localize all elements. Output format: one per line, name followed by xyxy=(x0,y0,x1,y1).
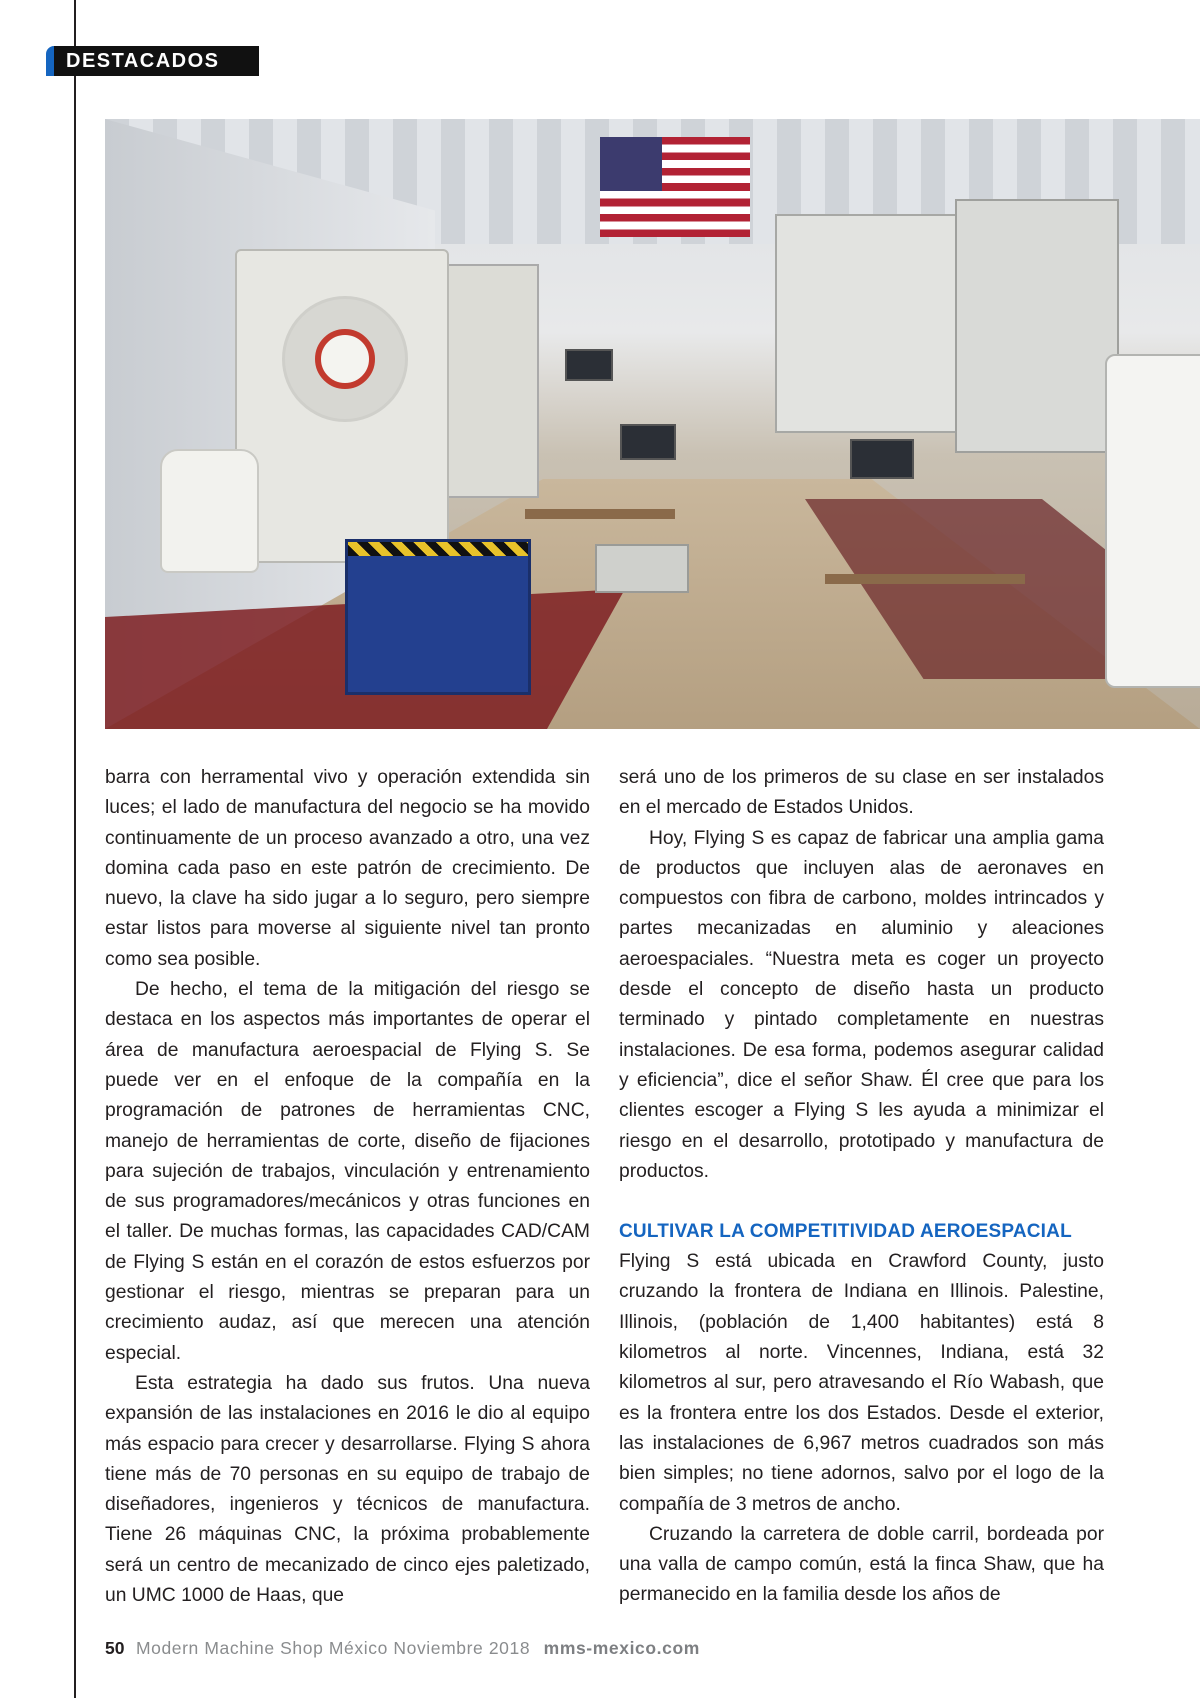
paragraph: Cruzando la carretera de doble carril, bordeada por una valla de campo común, está la finca Shaw, que ha permanecido en la familia desde los años de xyxy=(619,1523,1104,1606)
paragraph: Flying S está ubicada en Crawford County, justo cruzando la frontera de Indiana en Illinois. Palestine, Illinois, (población de 1,400 habitantes) está 8 kilometros al norte. Vincennes, Indiana, está 32 kilometros al sur, pero atravesando el Río Wabash, que es la frontera entre los dos Estados. Desde el exterior, las instalaciones de 6,967 metros cuadrados son más bien simples; no tiene adornos, salvo por el logo de la compañía de 3 metros de ancho. xyxy=(619,1251,1104,1515)
tool-carousel xyxy=(282,296,408,422)
monitor xyxy=(565,349,613,381)
cnc-machine xyxy=(775,214,959,433)
cnc-machine xyxy=(445,264,539,498)
monitor xyxy=(620,424,676,460)
factory-floor-photo xyxy=(105,119,1200,729)
blue-cart xyxy=(345,539,531,695)
us-flag xyxy=(600,137,750,237)
cnc-machine xyxy=(1105,354,1200,688)
left-column xyxy=(105,763,590,1611)
section-subheading: CULTIVAR LA COMPETITIVIDAD AEROESPACIAL xyxy=(619,1221,1072,1243)
section-tag xyxy=(46,46,259,76)
paragraph: será uno de los primeros de su clase en ser instalados en el mercado de Estados Unidos. xyxy=(619,767,1104,819)
workbench xyxy=(825,574,1025,584)
publication-name: Modern Machine Shop México Noviembre 2018 xyxy=(135,1638,531,1658)
page-number: 50 xyxy=(105,1638,125,1658)
paragraph: Esta estrategia ha dado sus frutos. Una nueva expansión de las instalaciones en 2016 le dio al equipo más espacio para crecer y desarrollarse. Flying S ahora tiene más de 70 personas en su equipo de trabajo de diseñadores, ingenieros y técnicos de manufactura. Tiene 26 máquinas CNC, la próxima probablemente será un centro de mecanizado de cinco ejes paletizado, un UMC 1000 de Haas, que xyxy=(105,1372,590,1607)
monitor xyxy=(850,439,914,479)
paragraph: barra con herramental vivo y operación extendida sin luces; el lado de manufactura del negocio se ha movido continuamente de un proceso avanzado a otro, una vez domina cada paso en este patrón de crecimiento. De nuevo, la clave ha sido jugar a lo seguro, pero siempre estar listos para moverse al siguiente nivel tan pronto como sea posible. xyxy=(105,767,590,970)
paragraph: De hecho, el tema de la mitigación del riesgo se destaca en los aspectos más importantes de operar el área de manufactura aeroespacial de Flying S. Se puede ver en el enfoque de la compañía en la programación de patrones de herramientas CNC, manejo de herramientas de corte, diseño de fijaciones para sujeción de trabajos, vinculación y entrenamiento de sus programadores/mecánicos y otras funciones en el taller. De muchas formas, las capacidades CAD/CAM de Flying S están en el corazón de estos esfuerzos por gestionar el riesgo, mientras se preparan para un crecimiento audaz, así que merecen una atención especial. xyxy=(105,979,590,1364)
workbench xyxy=(525,509,675,519)
section-tag-label: DESTACADOS xyxy=(54,46,259,76)
cnc-machine xyxy=(235,249,449,563)
stock-pallet xyxy=(595,544,689,593)
cnc-machine xyxy=(955,199,1119,453)
page-footer xyxy=(105,1638,700,1659)
coolant-tank xyxy=(160,449,259,573)
page-margin-rule xyxy=(74,0,76,1698)
paragraph: Hoy, Flying S es capaz de fabricar una amplia gama de productos que incluyen alas de aeronaves en compuestos con fibra de carbono, moldes intrincados y partes mecanizadas en aluminio y aleaciones aeroespaciales. “Nuestra meta es coger un proyecto desde el concepto de diseño hasta un producto terminado y pintado completamente en nuestras instalaciones. De esa forma, podemos asegurar calidad y eficiencia”, dice el señor Shaw. Él cree que para los clientes escoger a Flying S les ayuda a minimizar el riesgo en el desarrollo, prototipado y manufactura de productos. xyxy=(619,827,1104,1182)
right-column xyxy=(619,763,1104,1611)
website-link[interactable]: mms-mexico.com xyxy=(543,1638,700,1658)
